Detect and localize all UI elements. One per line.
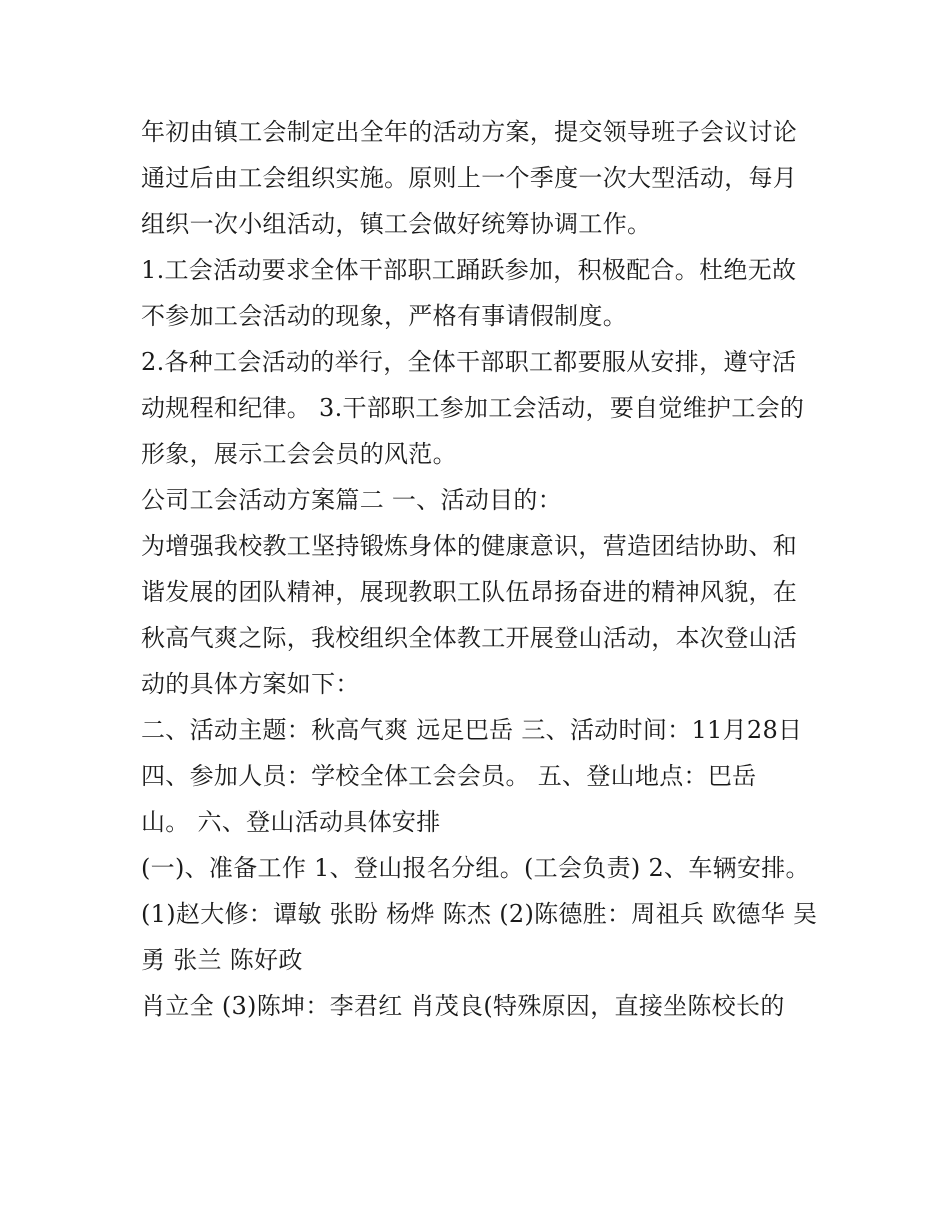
section-heading: 公司工会活动方案篇二 一、活动目的： — [141, 486, 563, 514]
text-line: 通过后由工会组织实施。原则上一个季度一次大型活动，每月 — [141, 164, 798, 192]
text-line: (一)、准备工作 1、登山报名分组。(工会负责) 2、车辆安排。 — [141, 854, 810, 882]
text-line: 不参加工会活动的现象，严格有事请假制度。 — [141, 302, 627, 330]
text-line: 为增强我校教工坚持锻炼身体的健康意识，营造团结协助、和 — [141, 532, 798, 560]
text-line: 2.各种工会活动的举行，全体干部职工都要服从安排，遵守活 — [141, 348, 797, 376]
text-line: 1.工会活动要求全体干部职工踊跃参加，积极配合。杜绝无故 — [141, 256, 797, 284]
text-line: 肖立全 (3)陈坤：李君红 肖茂良(特殊原因，直接坐陈校长的 — [141, 992, 785, 1020]
text-line: 秋高气爽之际，我校组织全体教工开展登山活动，本次登山活 — [141, 624, 798, 652]
text-line: 山。 六、登山活动具体安排 — [141, 808, 441, 836]
text-line: 勇 张兰 陈好政 — [141, 946, 303, 974]
text-line: 组织一次小组活动，镇工会做好统筹协调工作。 — [141, 210, 652, 238]
document-body — [141, 109, 821, 1029]
text-line: 年初由镇工会制定出全年的活动方案，提交领导班子会议讨论 — [141, 118, 798, 146]
text-line: 四、参加人员：学校全体工会会员。 五、登山地点：巴岳 — [141, 762, 757, 790]
text-line: (1)赵大修：谭敏 张盼 杨烨 陈杰 (2)陈德胜：周祖兵 欧德华 吴 — [141, 900, 818, 928]
text-line: 动的具体方案如下： — [141, 670, 360, 698]
text-line: 谐发展的团队精神，展现教职工队伍昂扬奋进的精神风貌，在 — [141, 578, 798, 606]
text-line: 二、活动主题：秋高气爽 远足巴岳 三、活动时间：11月28日 — [141, 716, 803, 744]
text-line: 形象，展示工会会员的风范。 — [141, 440, 457, 468]
text-line: 动规程和纪律。 3.干部职工参加工会活动，要自觉维护工会的 — [141, 394, 805, 422]
